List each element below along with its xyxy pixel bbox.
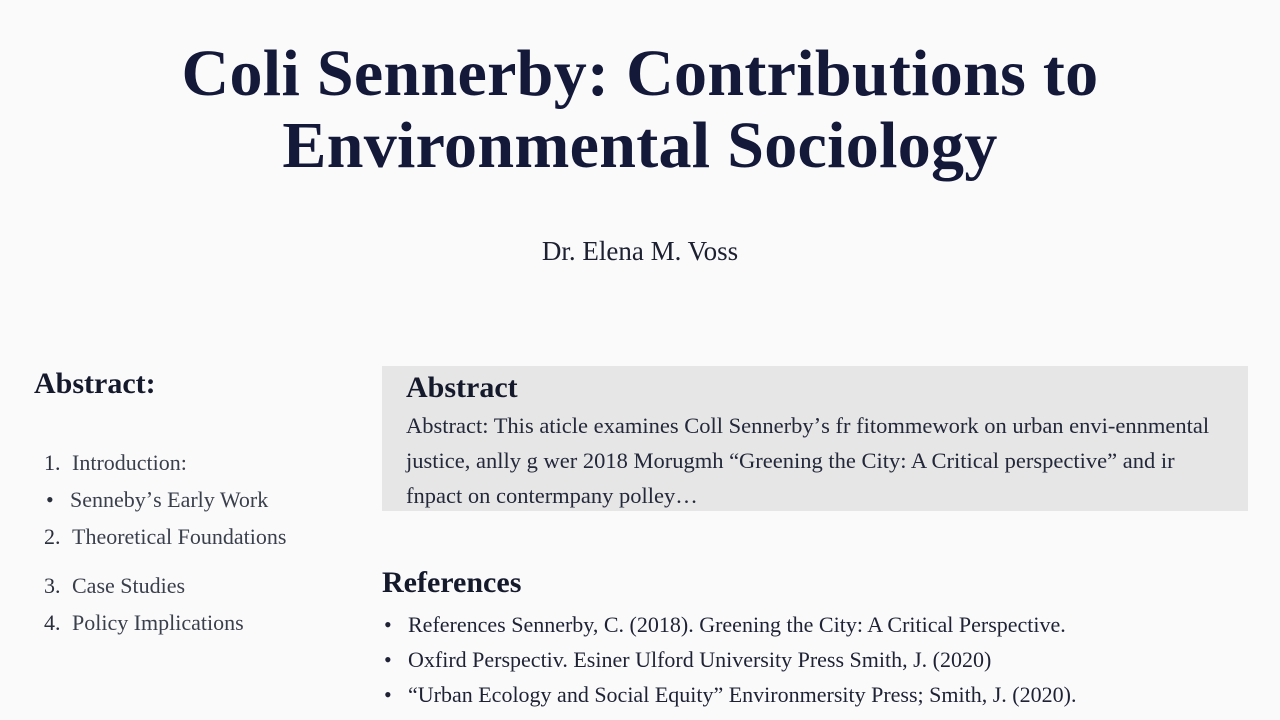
bullet-icon: • [384,612,392,637]
toc-heading: Abstract: [34,367,156,400]
reference-text: “Urban Ecology and Social Equity” Environmersity Press; Smith, J. (2020). [408,682,1077,707]
reference-text: Oxfird Perspectiv. Esiner Ulford University Press Smith, J. (2020) [408,647,992,672]
toc-item-theoretical-foundations[interactable] [34,524,354,561]
reference-text: References Sennerby, C. (2018). Greening the City: A Critical Perspective. [408,612,1066,637]
title-line-1: Coli Sennerby: Contributions to [181,37,1099,110]
references-list [382,607,1248,712]
table-of-contents [34,364,354,647]
toc-item-marker: • [46,487,54,512]
toc-item-early-work[interactable] [34,487,354,524]
toc-item-label: Sennebyʼs Early Work [70,487,269,512]
bullet-icon: • [384,647,392,672]
toc-item-marker: 3. [44,573,61,598]
title-line-2: Environmental Sociology [282,109,998,182]
toc-item-label: Introduction: [72,450,187,475]
reference-item [382,607,1248,642]
toc-item-marker: 2. [44,524,61,549]
toc-item-marker: 4. [44,610,61,635]
toc-item-label: Policy Implications [72,610,244,635]
main-content [382,366,1248,712]
abstract-box [382,366,1248,511]
toc-item-marker: 1. [44,450,61,475]
abstract-text: Abstract: This aticle examines Coll Sennerbyʼs fr fitommework on urban envi-ennmental justice, anlly g wer 2018 Morugmh “Greening the City: A Critical perspective” and ir fnpact on contermpany polley… [406,413,1210,508]
toc-item-policy-implications[interactable] [34,610,354,647]
abstract-heading: Abstract [406,371,518,404]
bullet-icon: • [384,682,392,707]
toc-item-label: Theoretical Foundations [72,524,287,549]
reference-item [382,642,1248,677]
author-name: Dr. Elena M. Voss [541,236,739,266]
toc-item-label: Case Studies [72,573,186,598]
references-heading: References [382,566,522,599]
reference-item [382,677,1248,712]
toc-item-case-studies[interactable] [34,573,354,610]
toc-list [34,450,354,647]
page-title [0,38,1280,182]
toc-item-introduction[interactable] [34,450,354,487]
